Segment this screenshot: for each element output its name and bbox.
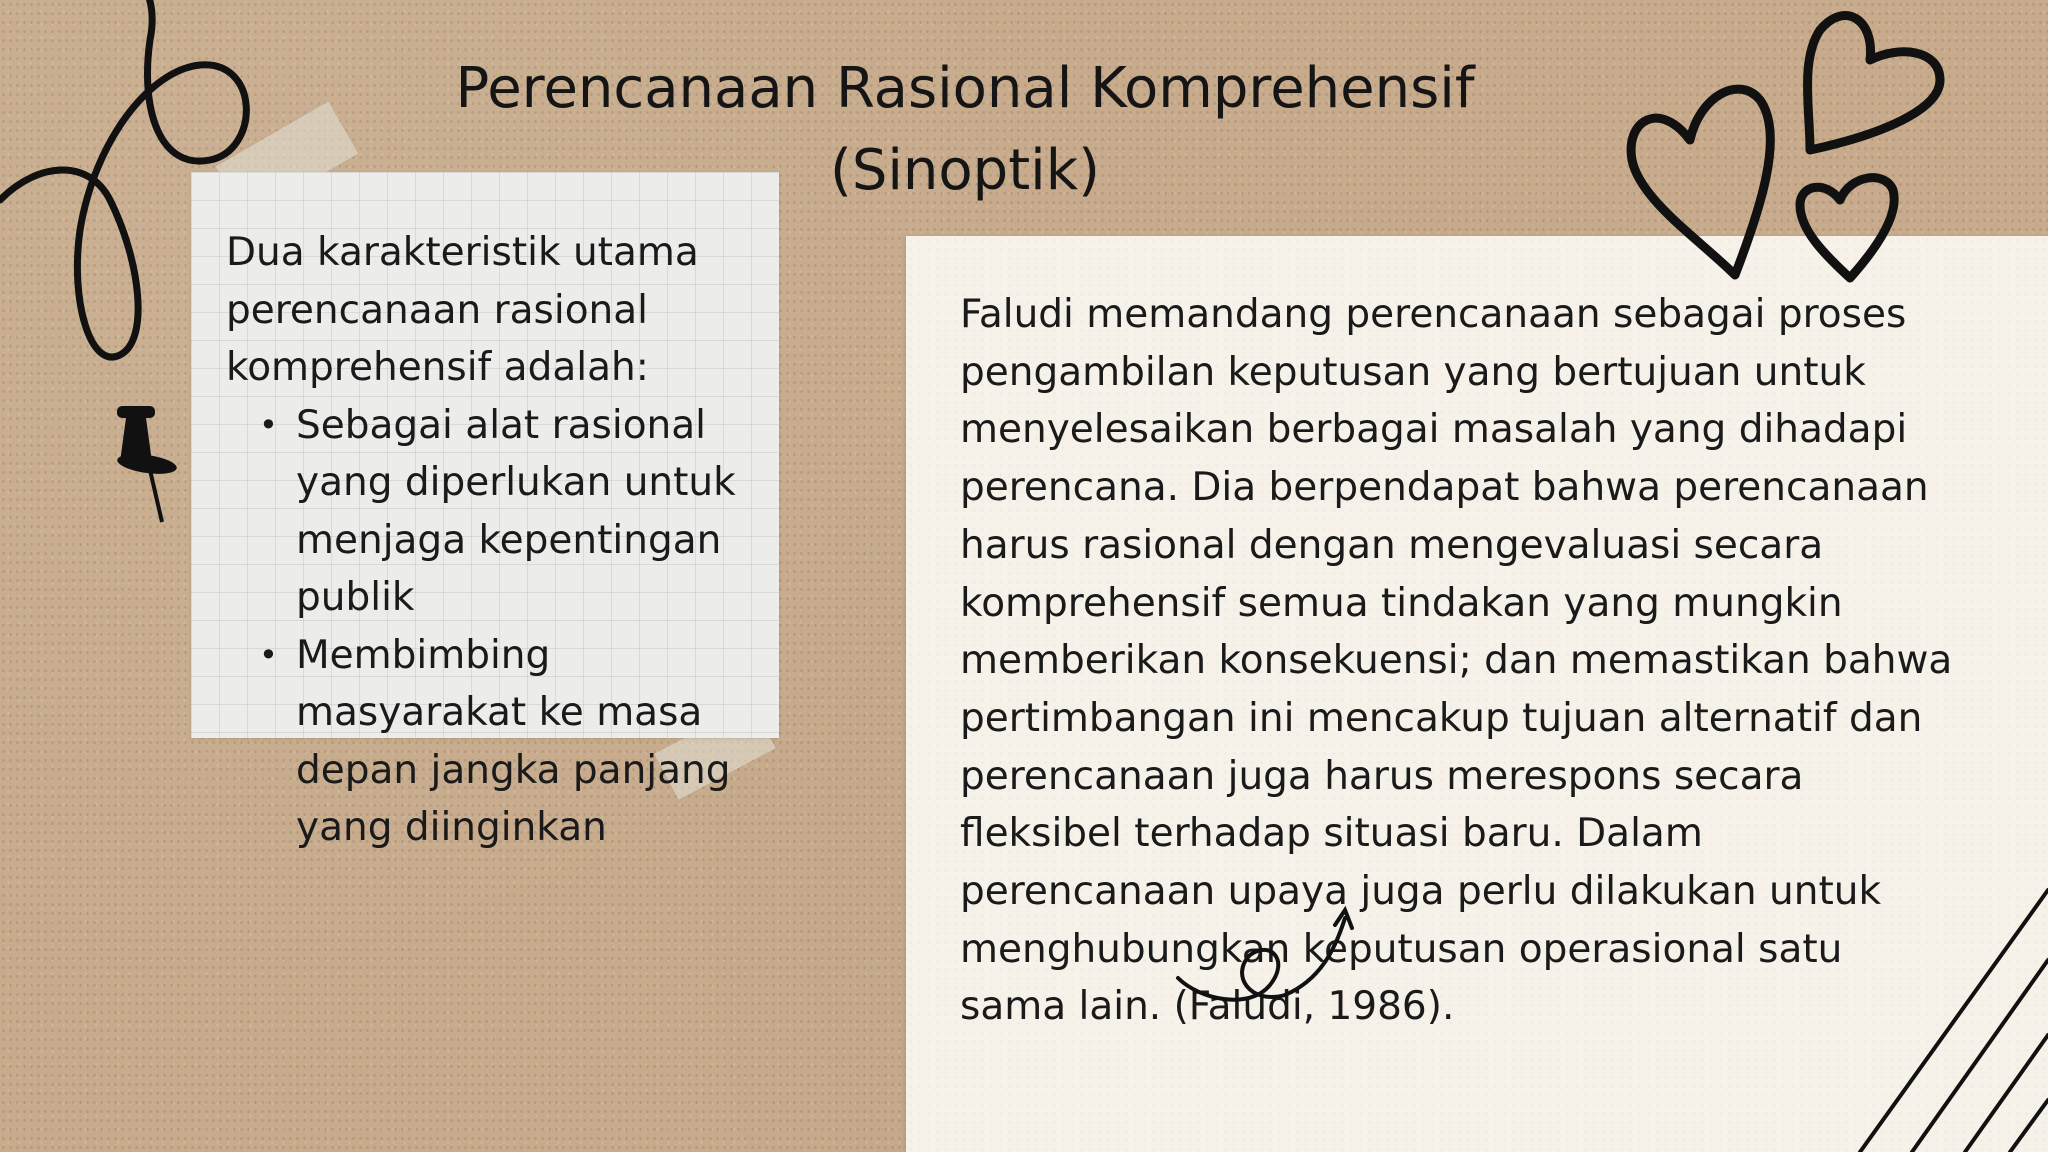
hearts-icon — [1631, 16, 1940, 278]
title-line-1: Perencanaan Rasional Komprehensif — [455, 56, 1475, 121]
title-line-2: (Sinoptik) — [829, 138, 1101, 203]
scribble-loop-icon — [0, 0, 246, 357]
diagonal-lines-icon — [1860, 890, 2048, 1152]
swirl-arrow-icon — [1178, 910, 1352, 1000]
right-note-paragraph: Faludi memandang perencanaan sebagai proses pengambilan keputusan yang bertujuan untuk menyelesaikan berbagai masalah yang dihadapi perencana. Dia berpendapat bahwa perencanaan harus rasional dengan mengevaluasi secara komprehensif semua tindakan yang mungkin memberikan konsekuensi; dan memastikan bahwa pertimbangan ini mencakup tujuan alternatif dan perencanaan juga harus merespons secara fleksibel terhadap situasi baru. Dalam perencanaan upaya juga perlu dilakukan untuk menghubungkan keputusan operasional satu sama lain. (Faludi, 1986). — [960, 292, 1953, 1030]
left-note-intro: Dua karakteristik utama perencanaan rasional komprehensif adalah: — [226, 230, 699, 390]
bullet-item: • Membimbing masyarakat ke masa depan jangka panjang yang diinginkan — [296, 627, 746, 857]
bullet-item: • Sebagai alat rasional yang diperlukan untuk menjaga kepentingan publik — [296, 397, 746, 627]
push-pin-icon — [116, 406, 178, 522]
